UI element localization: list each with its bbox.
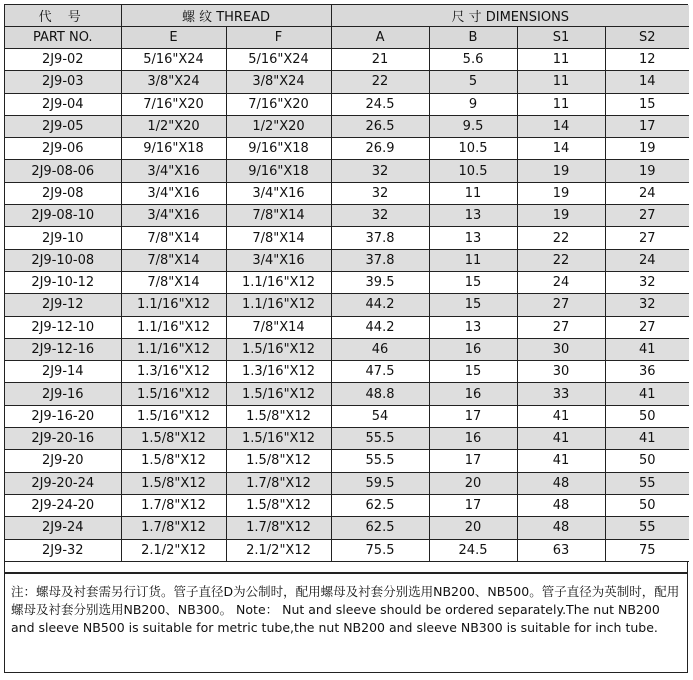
thread-f-cell: 1/2"X20 [226,115,331,137]
thread-e-cell: 5/16"X24 [121,49,226,71]
thread-e-cell: 9/16"X18 [121,138,226,160]
dim-b-cell: 13 [429,316,517,338]
dim-a-cell: 32 [331,160,429,182]
thread-e-cell: 1.1/16"X12 [121,338,226,360]
thread-e-cell: 1.5/8"X12 [121,450,226,472]
part-no-cell: 2J9-08-06 [5,160,121,182]
thread-e-cell: 1.7/8"X12 [121,494,226,516]
dim-s1-cell: 14 [517,138,605,160]
dim-s2-cell: 15 [605,93,689,115]
thread-f-cell: 1.5/8"X12 [226,494,331,516]
dim-a-cell: 37.8 [331,227,429,249]
table-row [5,49,689,71]
part-no-header-en: PART NO. [5,27,121,49]
dim-s2-cell: 19 [605,138,689,160]
thread-f-cell: 3/4"X16 [226,182,331,204]
thread-f-cell: 1.7/8"X12 [226,517,331,539]
dim-b-cell: 15 [429,271,517,293]
dim-s1-cell: 14 [517,115,605,137]
column-header-e: E [121,27,226,49]
thread-e-cell: 7/16"X20 [121,93,226,115]
table-row [5,182,689,204]
dim-s1-cell: 48 [517,494,605,516]
dim-s2-cell: 41 [605,383,689,405]
thread-e-cell: 1.1/16"X12 [121,316,226,338]
dim-b-cell: 11 [429,249,517,271]
thread-e-cell: 1.5/16"X12 [121,405,226,427]
part-no-cell: 2J9-10-08 [5,249,121,271]
dim-b-cell: 10.5 [429,160,517,182]
thread-e-cell: 2.1/2"X12 [121,539,226,561]
part-no-cell: 2J9-06 [5,138,121,160]
table-body [5,49,689,562]
dim-a-cell: 59.5 [331,472,429,494]
column-header-b: B [429,27,517,49]
table-row [5,517,689,539]
part-no-cell: 2J9-04 [5,93,121,115]
table-row [5,93,689,115]
table-row [5,294,689,316]
dimensions-table [5,5,689,562]
thread-f-cell: 1.3/16"X12 [226,361,331,383]
dim-b-cell: 15 [429,294,517,316]
dim-s2-cell: 75 [605,539,689,561]
dim-b-cell: 9 [429,93,517,115]
dim-a-cell: 48.8 [331,383,429,405]
thread-f-cell: 1.5/16"X12 [226,383,331,405]
dim-a-cell: 37.8 [331,249,429,271]
table-row [5,539,689,561]
thread-e-cell: 7/8"X14 [121,249,226,271]
dim-s2-cell: 27 [605,205,689,227]
dim-s2-cell: 32 [605,271,689,293]
table-row [5,428,689,450]
dim-s1-cell: 41 [517,428,605,450]
part-no-cell: 2J9-12-10 [5,316,121,338]
column-header-s1: S1 [517,27,605,49]
dim-s2-cell: 50 [605,450,689,472]
dim-a-cell: 24.5 [331,93,429,115]
dim-a-cell: 26.9 [331,138,429,160]
dim-s1-cell: 19 [517,160,605,182]
part-no-cell: 2J9-08 [5,182,121,204]
dim-s1-cell: 63 [517,539,605,561]
thread-f-cell: 2.1/2"X12 [226,539,331,561]
dim-s1-cell: 11 [517,71,605,93]
dim-s2-cell: 24 [605,249,689,271]
dim-a-cell: 39.5 [331,271,429,293]
thread-e-cell: 3/4"X16 [121,160,226,182]
table-row [5,316,689,338]
dim-a-cell: 32 [331,182,429,204]
part-no-cell: 2J9-32 [5,539,121,561]
column-header-f: F [226,27,331,49]
dim-b-cell: 9.5 [429,115,517,137]
dim-b-cell: 17 [429,450,517,472]
dim-s2-cell: 55 [605,517,689,539]
dim-s2-cell: 24 [605,182,689,204]
dim-s1-cell: 27 [517,294,605,316]
dim-a-cell: 55.5 [331,428,429,450]
thread-e-cell: 1/2"X20 [121,115,226,137]
dim-b-cell: 20 [429,472,517,494]
thread-f-cell: 3/4"X16 [226,249,331,271]
part-no-cell: 2J9-03 [5,71,121,93]
dim-s2-cell: 17 [605,115,689,137]
table-row [5,115,689,137]
dim-b-cell: 16 [429,428,517,450]
dim-a-cell: 22 [331,71,429,93]
dim-a-cell: 47.5 [331,361,429,383]
table-row [5,138,689,160]
spec-sheet [4,4,688,673]
table-row [5,450,689,472]
thread-f-cell: 7/8"X14 [226,227,331,249]
dim-a-cell: 62.5 [331,494,429,516]
dim-s2-cell: 36 [605,361,689,383]
table-spacer [5,562,687,573]
dim-a-cell: 26.5 [331,115,429,137]
thread-header: 螺 纹 THREAD [121,5,331,27]
thread-f-cell: 5/16"X24 [226,49,331,71]
thread-e-cell: 1.3/16"X12 [121,361,226,383]
part-no-cell: 2J9-08-10 [5,205,121,227]
thread-e-cell: 7/8"X14 [121,227,226,249]
table-row [5,383,689,405]
part-no-cell: 2J9-05 [5,115,121,137]
dim-s2-cell: 50 [605,494,689,516]
part-no-cell: 2J9-14 [5,361,121,383]
table-row [5,205,689,227]
thread-e-cell: 1.5/8"X12 [121,472,226,494]
header-row-sub [5,27,689,49]
dim-s2-cell: 27 [605,227,689,249]
part-no-cell: 2J9-12 [5,294,121,316]
dimensions-header: 尺 寸 DIMENSIONS [331,5,689,27]
dim-s1-cell: 22 [517,227,605,249]
dim-a-cell: 55.5 [331,450,429,472]
thread-f-cell: 7/8"X14 [226,205,331,227]
dim-s2-cell: 32 [605,294,689,316]
dim-a-cell: 62.5 [331,517,429,539]
dim-a-cell: 46 [331,338,429,360]
dim-s1-cell: 11 [517,49,605,71]
dim-a-cell: 32 [331,205,429,227]
dim-s1-cell: 19 [517,205,605,227]
dim-a-cell: 44.2 [331,294,429,316]
dim-s1-cell: 48 [517,517,605,539]
dim-s2-cell: 55 [605,472,689,494]
thread-e-cell: 3/8"X24 [121,71,226,93]
thread-f-cell: 1.5/8"X12 [226,450,331,472]
part-no-cell: 2J9-12-16 [5,338,121,360]
dim-s1-cell: 24 [517,271,605,293]
table-row [5,249,689,271]
dim-s1-cell: 27 [517,316,605,338]
part-no-cell: 2J9-20-24 [5,472,121,494]
thread-f-cell: 1.1/16"X12 [226,294,331,316]
column-header-s2: S2 [605,27,689,49]
part-no-header-cn: 代 号 [5,5,121,27]
dim-s1-cell: 48 [517,472,605,494]
table-row [5,71,689,93]
thread-f-cell: 9/16"X18 [226,160,331,182]
thread-f-cell: 1.5/16"X12 [226,338,331,360]
thread-f-cell: 1.5/16"X12 [226,428,331,450]
thread-f-cell: 3/8"X24 [226,71,331,93]
thread-e-cell: 1.7/8"X12 [121,517,226,539]
dim-s1-cell: 22 [517,249,605,271]
dim-b-cell: 17 [429,405,517,427]
thread-f-cell: 1.5/8"X12 [226,405,331,427]
thread-f-cell: 1.1/16"X12 [226,271,331,293]
table-row [5,271,689,293]
dim-s1-cell: 41 [517,405,605,427]
table-row [5,160,689,182]
thread-e-cell: 7/8"X14 [121,271,226,293]
dim-b-cell: 10.5 [429,138,517,160]
part-no-cell: 2J9-24-20 [5,494,121,516]
dim-s2-cell: 41 [605,338,689,360]
dim-s2-cell: 12 [605,49,689,71]
dim-b-cell: 5 [429,71,517,93]
table-row [5,472,689,494]
thread-f-cell: 7/16"X20 [226,93,331,115]
dim-b-cell: 15 [429,361,517,383]
part-no-cell: 2J9-16 [5,383,121,405]
thread-e-cell: 3/4"X16 [121,205,226,227]
table-row [5,227,689,249]
thread-e-cell: 3/4"X16 [121,182,226,204]
table-row [5,494,689,516]
table-row [5,405,689,427]
dim-s2-cell: 19 [605,160,689,182]
dim-b-cell: 13 [429,205,517,227]
dim-s1-cell: 41 [517,450,605,472]
dim-b-cell: 13 [429,227,517,249]
dim-b-cell: 5.6 [429,49,517,71]
dim-b-cell: 17 [429,494,517,516]
dim-a-cell: 21 [331,49,429,71]
table-row [5,338,689,360]
thread-f-cell: 7/8"X14 [226,316,331,338]
part-no-cell: 2J9-10-12 [5,271,121,293]
dim-s1-cell: 19 [517,182,605,204]
dim-b-cell: 24.5 [429,539,517,561]
dim-s1-cell: 33 [517,383,605,405]
dim-a-cell: 54 [331,405,429,427]
dim-b-cell: 11 [429,182,517,204]
thread-f-cell: 1.7/8"X12 [226,472,331,494]
thread-e-cell: 1.5/16"X12 [121,383,226,405]
dim-b-cell: 20 [429,517,517,539]
column-header-a: A [331,27,429,49]
dim-s1-cell: 11 [517,93,605,115]
dim-s1-cell: 30 [517,361,605,383]
thread-f-cell: 9/16"X18 [226,138,331,160]
thread-e-cell: 1.1/16"X12 [121,294,226,316]
part-no-cell: 2J9-20 [5,450,121,472]
dim-s2-cell: 50 [605,405,689,427]
part-no-cell: 2J9-20-16 [5,428,121,450]
dim-s1-cell: 30 [517,338,605,360]
footnote: 注：螺母及衬套需另行订货。管子直径D为公制时，配用螺母及衬套分别选用NB200、NB500。管子直径为英制时，配用螺母及衬套分别选用NB200、NB300。 Note： Nut and sleeve should be ordered separately.The nut NB200 and sleeve NB500 is suitable for metric tube,the nut NB200 and sleeve NB300 is suitable for inch tube. [5,573,687,673]
header-row-main [5,5,689,27]
dim-s2-cell: 14 [605,71,689,93]
dim-b-cell: 16 [429,338,517,360]
dim-s2-cell: 27 [605,316,689,338]
table-row [5,361,689,383]
dim-s2-cell: 41 [605,428,689,450]
part-no-cell: 2J9-10 [5,227,121,249]
thread-e-cell: 1.5/8"X12 [121,428,226,450]
part-no-cell: 2J9-24 [5,517,121,539]
dim-a-cell: 44.2 [331,316,429,338]
part-no-cell: 2J9-02 [5,49,121,71]
part-no-cell: 2J9-16-20 [5,405,121,427]
dim-b-cell: 16 [429,383,517,405]
dim-a-cell: 75.5 [331,539,429,561]
